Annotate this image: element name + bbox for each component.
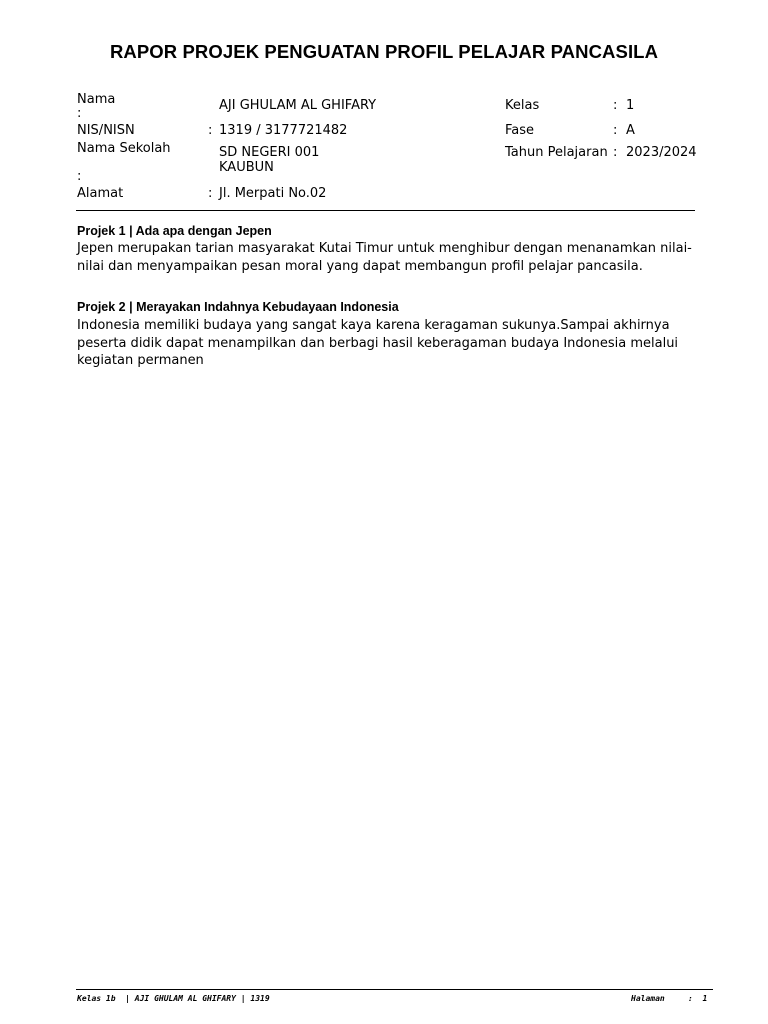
name-value: AJI GHULAM AL GHIFARY	[219, 98, 377, 113]
school-value: SD NEGERI 001 KAUBUN	[219, 145, 320, 175]
report-title: RAPOR PROJEK PENGUATAN PROFIL PELAJAR PANCASILA	[109, 41, 659, 62]
class-colon: :	[613, 98, 618, 113]
year-colon: :	[613, 145, 618, 160]
class-value: 1	[626, 98, 635, 113]
year-value: 2023/2024	[626, 145, 697, 160]
address-label: Alamat	[77, 186, 124, 201]
footer-page-value: : 1	[688, 994, 708, 1003]
project-2-title: Projek 2 | Merayakan Indahnya Kebudayaan Indonesia	[77, 300, 399, 314]
nis-value: 1319 / 3177721482	[219, 123, 348, 138]
phase-value: A	[626, 123, 635, 138]
name-colon: :	[77, 106, 82, 121]
project-1-description: Jepen merupakan tarian masyarakat Kutai Timur untuk menghibur dengan menanamkan nilai- nilai dan menyampaikan pesan moral yang dapat membangun profil pelajar pancasila.	[77, 241, 692, 274]
nis-colon: :	[208, 123, 213, 138]
school-colon: :	[77, 169, 82, 184]
address-value: Jl. Merpati No.02	[219, 186, 327, 201]
class-label: Kelas	[505, 98, 540, 113]
footer-rule	[76, 989, 713, 990]
footer-left-text: Kelas 1b | AJI GHULAM AL GHIFARY | 1319	[77, 994, 270, 1003]
nis-label: NIS/NISN	[77, 123, 135, 138]
phase-colon: :	[613, 123, 618, 138]
year-label: Tahun Pelajaran	[505, 145, 608, 160]
phase-label: Fase	[505, 123, 535, 138]
project-2-description: Indonesia memiliki budaya yang sangat kaya karena keragaman sukunya.Sampai akhirnya peserta didik dapat menampilkan dan berbagi hasil keberagaman budaya Indonesia melalui kegiatan permanen	[77, 318, 679, 368]
school-label: Nama Sekolah	[77, 141, 171, 156]
name-label: Nama	[77, 92, 116, 107]
footer-page-label: Halaman	[631, 994, 665, 1003]
project-1-title: Projek 1 | Ada apa dengan Jepen	[77, 224, 272, 238]
header-divider	[76, 210, 695, 211]
address-colon: :	[208, 186, 213, 201]
